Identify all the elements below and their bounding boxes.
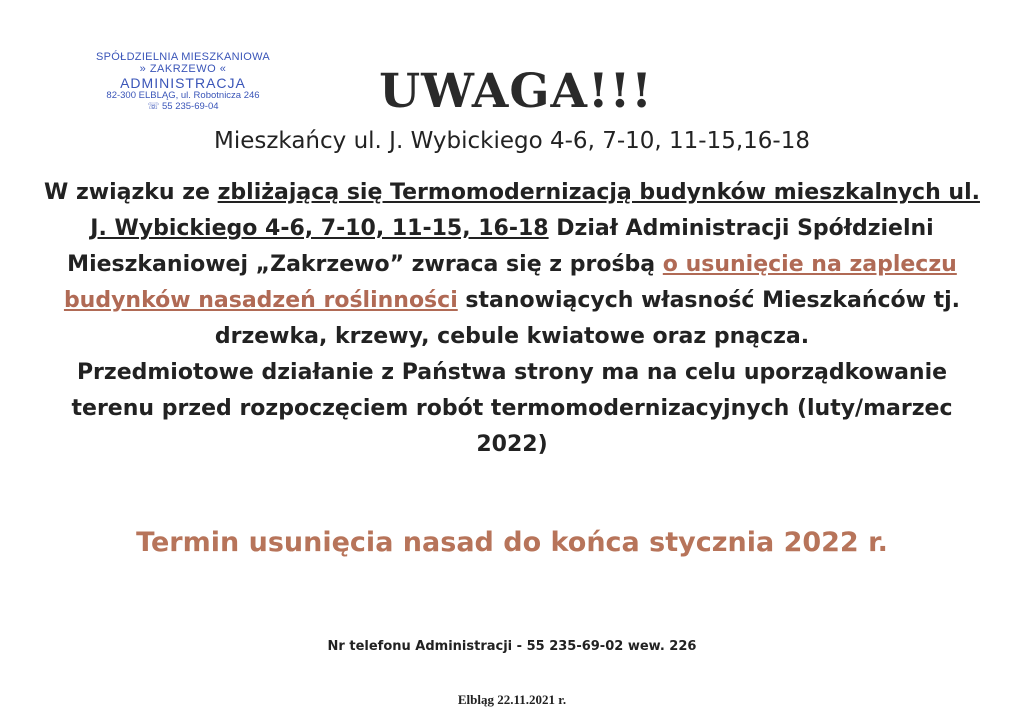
residents-line: Mieszkańcy ul. J. Wybickiego 4-6, 7-10, 11-15,16-18 (213, 128, 810, 154)
notice-paragraph-1 (40, 175, 984, 355)
body-highlight-text: o usunięcie na zapleczu budynków nasadzeń roślinności (63, 252, 957, 313)
document-date: Elbląg 22.11.2021 r. (457, 692, 567, 707)
notice-title: UWAGA!!! (379, 64, 653, 119)
body-suffix-text: stanowiących własność Mieszkańców tj. drzewka, krzewy, cebule kwiatowe oraz pnącza. (214, 288, 961, 349)
stamp-line-address: 82-300 ELBLĄG, ul. Robotnicza 246 (106, 90, 260, 102)
stamp-line-cooperative: SPÓŁDZIELNIA MIESZKANIOWA (96, 51, 270, 63)
body-mid-text: Dział Administracji Spółdzielni Mieszkaniowej „Zakrzewo” zwraca się z prośbą (67, 216, 934, 277)
stamp-line-administration: ADMINISTRACJA (120, 74, 246, 91)
body-prefix: W związku ze (44, 180, 218, 205)
notice-paragraph-2: Przedmiotowe działanie z Państwa strony ma na celu uporządkowanie terenu przed rozpoczęciem robót termomodernizacyjnych (luty/marzec 2022) (71, 360, 953, 457)
stamp-line-phone: ☏ 55 235-69-04 (147, 100, 219, 112)
notice-body (40, 175, 984, 463)
stamp-line-name: » ZAKRZEWO « (139, 63, 227, 76)
deadline-notice: Termin usunięcia nasad do końca stycznia 2022 r. (136, 527, 888, 558)
body-underlined-text: zbliżającą się Termomodernizacją budynków mieszkalnych ul. J. Wybickiego 4-6, 7-10, 11-15, 16-18 (90, 180, 980, 241)
phone-info: Nr telefonu Administracji - 55 235-69-02 wew. 226 (327, 639, 697, 654)
